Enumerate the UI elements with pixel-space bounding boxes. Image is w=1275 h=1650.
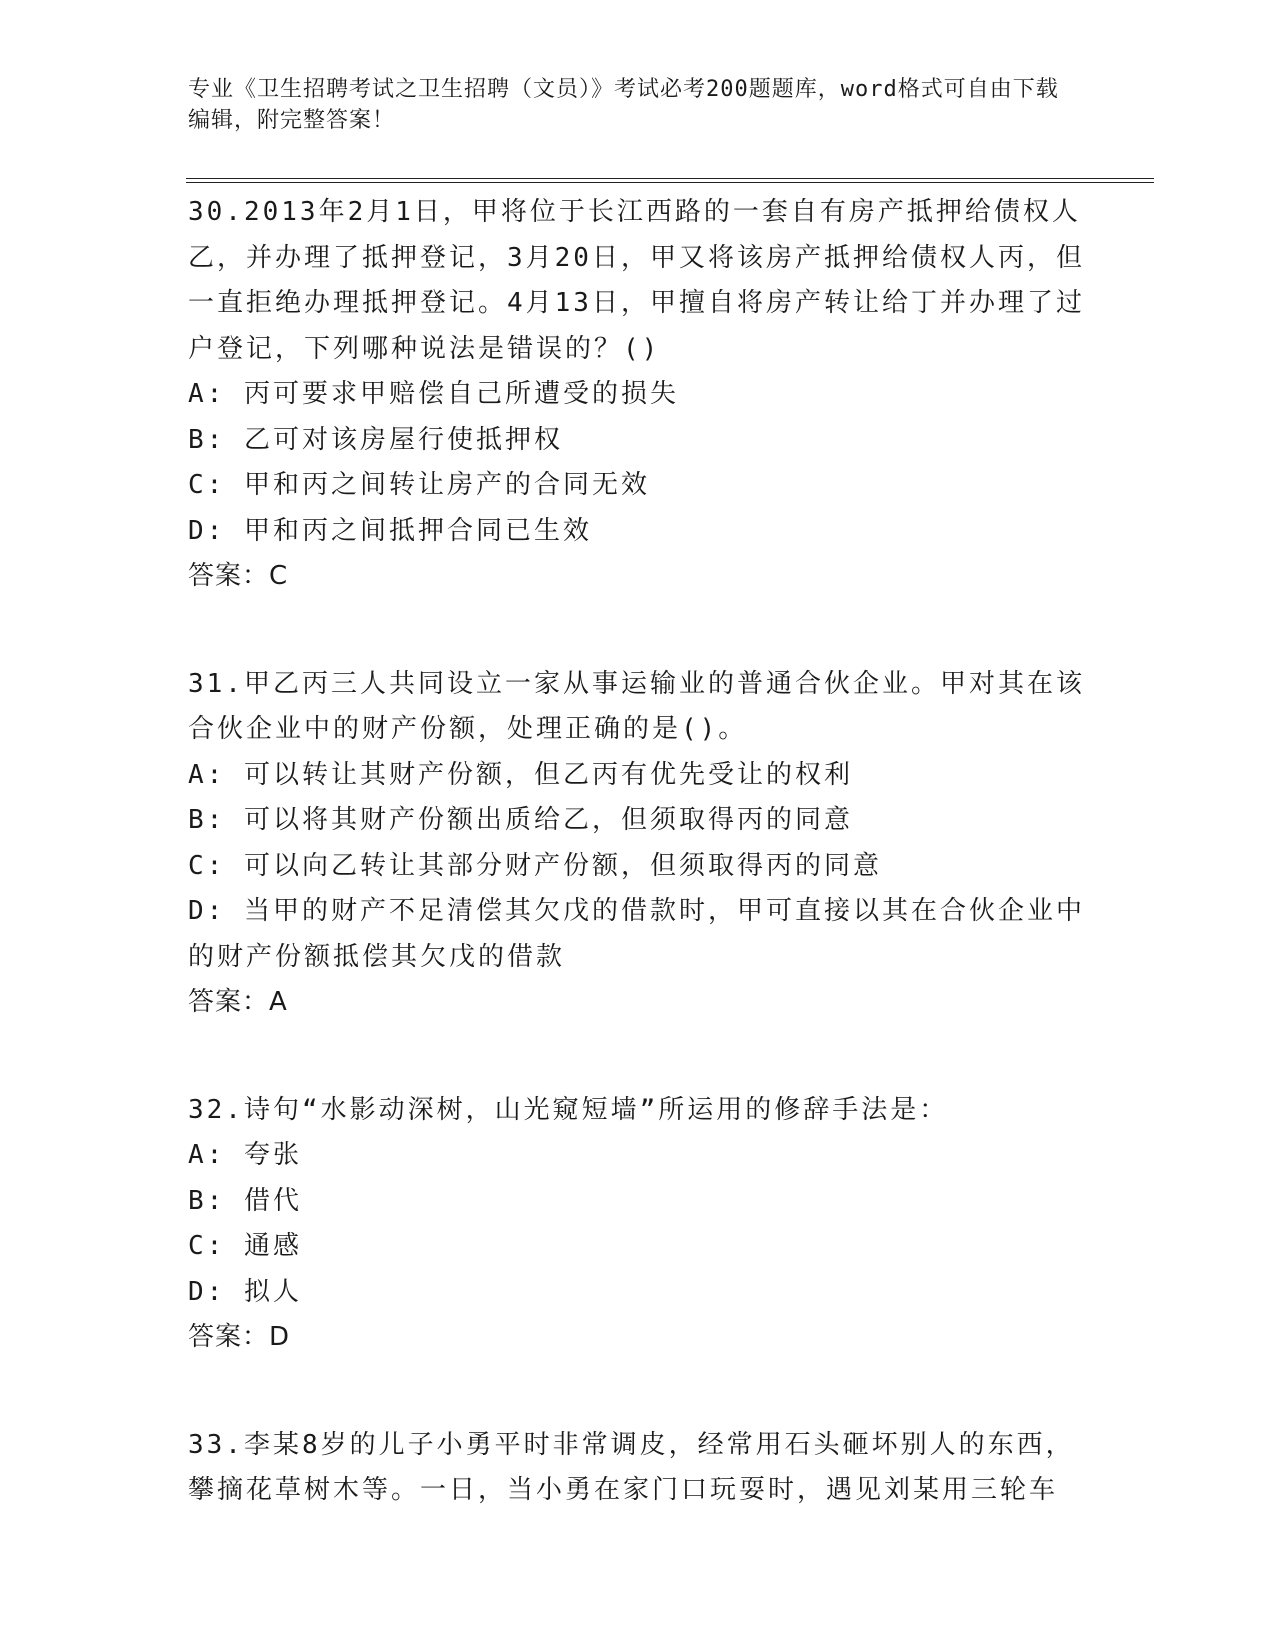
question-stem: 30.2013年2月1日，甲将位于长江西路的一套自有房产抵押给债权人乙，并办理了抵押登记，3月20日，甲又将该房产抵押给债权人丙，但一直拒绝办理抵押登记。4月13日，甲擅自将房产转让给丁并办理了过户登记，下列哪种说法是错误的？() — [188, 197, 1085, 364]
option-c: C: 通感 — [188, 1231, 302, 1261]
option-b: B: 可以将其财产份额出质给乙，但须取得丙的同意 — [188, 805, 853, 835]
answer-line: 答案：C — [188, 561, 289, 591]
question-stem: 31.甲乙丙三人共同设立一家从事运输业的普通合伙企业。甲对其在该合伙企业中的财产份额，处理正确的是()。 — [188, 668, 1085, 744]
answer-line: 答案：D — [188, 1322, 291, 1352]
question-30 — [188, 190, 1088, 600]
option-d: D: 拟人 — [188, 1276, 302, 1307]
answer-line: 答案：A — [188, 987, 288, 1017]
question-list — [188, 190, 1088, 1576]
option-c: C: 甲和丙之间转让房产的合同无效 — [188, 470, 650, 500]
header-divider — [186, 178, 1154, 183]
option-a: A: 可以转让其财产份额，但乙丙有优先受让的权利 — [188, 759, 853, 790]
page-header — [188, 74, 1068, 136]
option-a: A: 夸张 — [188, 1140, 302, 1170]
option-d: D: 当甲的财产不足清偿其欠戊的借款时，甲可直接以其在合伙企业中的财产份额抵偿其欠戊的借款 — [188, 896, 1085, 972]
option-b: B: 乙可对该房屋行使抵押权 — [188, 424, 563, 455]
option-d: D: 甲和丙之间抵押合同已生效 — [188, 515, 592, 546]
question-31 — [188, 662, 1088, 1026]
question-32 — [188, 1088, 1088, 1361]
page-header-title: 专业《卫生招聘考试之卫生招聘（文员）》考试必考200题题库，word格式可自由下载编辑，附完整答案！ — [188, 77, 1059, 133]
question-33 — [188, 1423, 1088, 1514]
question-stem: 32.诗句“水影动深树，山光窥短墙”所运用的修辞手法是： — [188, 1094, 949, 1125]
option-b: B: 借代 — [188, 1185, 302, 1216]
option-a: A: 丙可要求甲赔偿自己所遭受的损失 — [188, 379, 679, 409]
option-c: C: 可以向乙转让其部分财产份额，但须取得丙的同意 — [188, 850, 882, 881]
question-stem: 33.李某8岁的儿子小勇平时非常调皮，经常用石头砸坏别人的东西，攀摘花草树木等。一日，当小勇在家门口玩耍时，遇见刘某用三轮车 — [188, 1429, 1075, 1505]
